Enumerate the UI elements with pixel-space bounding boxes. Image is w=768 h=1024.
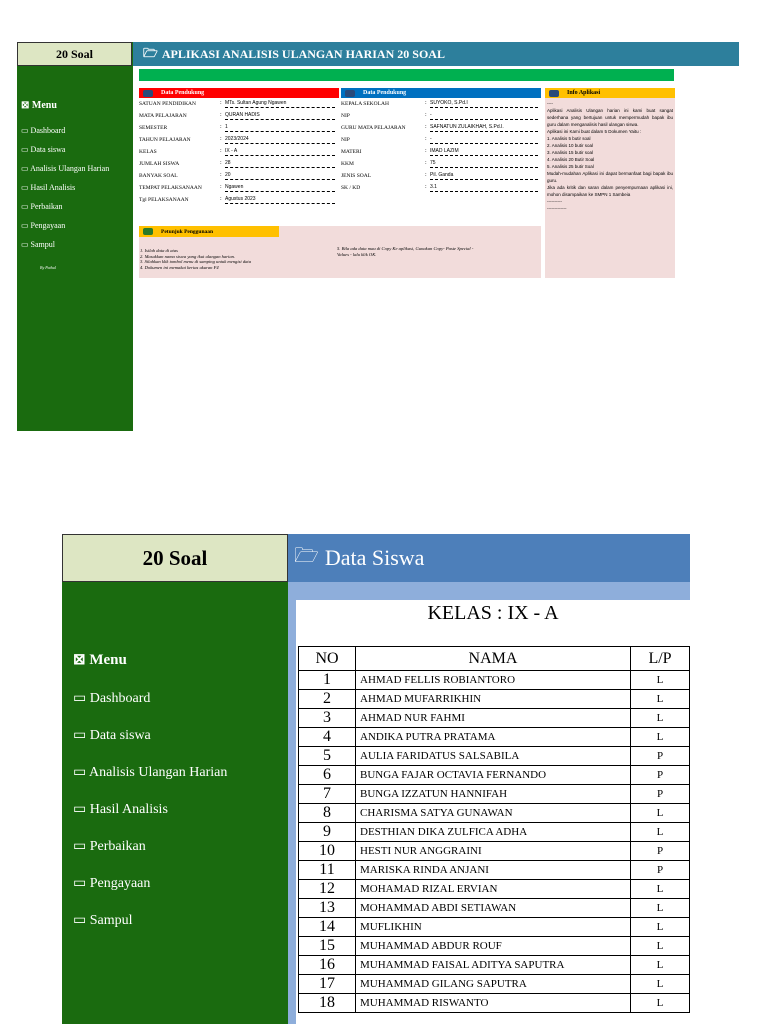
petunjuk-title: Petunjuk Penggunaan xyxy=(161,228,214,235)
row-nama[interactable]: AULIA FARIDATUS SALSABILA xyxy=(356,747,631,766)
panel-left-rows xyxy=(139,98,339,206)
table-row xyxy=(299,804,690,823)
data-row xyxy=(341,134,541,146)
top-sidebar-item-hasil-analisis[interactable]: ▭ Hasil Analisis xyxy=(21,183,76,192)
row-no: 12 xyxy=(299,880,356,899)
table-row xyxy=(299,842,690,861)
info-line: ---------- xyxy=(547,199,562,204)
data-row-label: NIP xyxy=(341,113,350,119)
data-row xyxy=(139,158,339,170)
table-row xyxy=(299,956,690,975)
petunjuk-line: Values - lalu klik OK. xyxy=(337,251,377,257)
top-header-title: APLIKASI ANALISIS ULANGAN HARIAN 20 SOAL xyxy=(161,46,445,61)
row-no: 8 xyxy=(299,804,356,823)
row-lp[interactable]: L xyxy=(631,804,690,823)
bottom-menu-heading: ⊠ Menu xyxy=(73,652,127,668)
data-row-value[interactable]: 2023/2024 xyxy=(225,136,335,144)
row-lp[interactable]: L xyxy=(631,823,690,842)
petunjuk-line: 3. Silahkan klik tombol menu di samping untuk mengisi data xyxy=(140,259,252,264)
row-lp[interactable]: L xyxy=(631,880,690,899)
header-strip xyxy=(288,582,690,600)
table-row xyxy=(299,785,690,804)
bottom-sidebar-menu xyxy=(73,650,227,948)
row-nama[interactable]: BUNGA IZZATUN HANNIFAH xyxy=(356,785,631,804)
data-row xyxy=(341,98,541,110)
row-nama[interactable]: MUHAMMAD ABDUR ROUF xyxy=(356,937,631,956)
top-menu-heading: ⊠ Menu xyxy=(21,100,57,111)
row-lp[interactable]: P xyxy=(631,747,690,766)
data-row-colon: : xyxy=(425,124,427,130)
data-pendukung-panel-mid xyxy=(341,88,541,194)
bottom-sidebar-item-dashboard[interactable]: ▭ Dashboard xyxy=(73,691,151,706)
data-row-colon: : xyxy=(425,184,427,190)
data-row-colon: : xyxy=(425,160,427,166)
row-no: 2 xyxy=(299,690,356,709)
row-no: 11 xyxy=(299,861,356,880)
col-header-lp: L/P xyxy=(631,647,690,671)
data-row-colon: : xyxy=(220,184,222,190)
data-row-colon: : xyxy=(220,196,222,202)
info-text xyxy=(545,98,675,212)
top-sidebar-item-dashboard[interactable]: ▭ Dashboard xyxy=(21,126,66,135)
top-sidebar-item-analisis[interactable]: ▭ Analisis Ulangan Harian xyxy=(21,164,110,173)
info-line: 2. Analisis 10 butir soal xyxy=(547,143,594,148)
student-table xyxy=(298,646,690,1013)
folder-icon: 🗁 xyxy=(143,45,158,60)
data-row xyxy=(139,146,339,158)
data-row-colon: : xyxy=(220,136,222,142)
data-row xyxy=(341,110,541,122)
student-table-body xyxy=(299,671,690,1013)
row-lp[interactable]: L xyxy=(631,937,690,956)
row-no: 4 xyxy=(299,728,356,747)
row-no: 18 xyxy=(299,994,356,1013)
top-sidebar-item-sampul[interactable]: ▭ Sampul xyxy=(21,240,56,249)
kelas-heading: KELAS : IX - A xyxy=(427,602,559,624)
data-row-value[interactable]: 3.1 xyxy=(430,184,538,192)
row-lp[interactable]: P xyxy=(631,842,690,861)
col-header-no: NO xyxy=(299,647,356,671)
bottom-sidebar-item-pengayaan[interactable]: ▭ Pengayaan xyxy=(73,876,151,891)
row-no: 16 xyxy=(299,956,356,975)
data-row-label: NIP xyxy=(341,137,350,143)
row-lp[interactable]: P xyxy=(631,861,690,880)
data-row-label: KKM xyxy=(341,161,354,167)
data-row-colon: : xyxy=(220,160,222,166)
table-row xyxy=(299,994,690,1013)
petunjuk-panel xyxy=(139,226,541,278)
data-row-value[interactable]: Pil. Ganda xyxy=(430,172,538,180)
row-lp[interactable]: P xyxy=(631,785,690,804)
row-no: 6 xyxy=(299,766,356,785)
panel-mid-title-bar xyxy=(341,88,541,98)
data-row-value[interactable]: Agustus 2023 xyxy=(225,196,335,204)
panel-mid-rows xyxy=(341,98,541,194)
top-sidebar-title: 20 Soal xyxy=(17,42,132,66)
row-lp[interactable]: L xyxy=(631,899,690,918)
table-row xyxy=(299,918,690,937)
data-row-label: MATERI xyxy=(341,149,362,155)
info-line: Jika ada kritik dan saran dalam penyempurnaan aplikasi ini, mohon disampaikan ke SMPN 1 Sambeia xyxy=(547,185,673,197)
petunjuk-left-list xyxy=(140,248,251,270)
data-row xyxy=(139,134,339,146)
page-margin xyxy=(288,600,296,1024)
table-row xyxy=(299,671,690,690)
bottom-sidebar-item-analisis[interactable]: ▭ Analisis Ulangan Harian xyxy=(73,765,228,780)
row-no: 17 xyxy=(299,975,356,994)
row-lp[interactable]: L xyxy=(631,690,690,709)
data-row xyxy=(341,122,541,134)
row-nama[interactable]: AHMAD MUFARRIKHIN xyxy=(356,690,631,709)
row-nama[interactable]: MARISKA RINDA ANJANI xyxy=(356,861,631,880)
data-row-value[interactable]: 28 xyxy=(225,160,335,168)
table-row xyxy=(299,747,690,766)
data-row-label: KELAS xyxy=(139,149,157,155)
data-row-label: Tgl PELAKSANAAN xyxy=(139,197,189,203)
data-row xyxy=(139,194,339,206)
table-row xyxy=(299,861,690,880)
top-sidebar-item-data-siswa[interactable]: ▭ Data siswa xyxy=(21,145,66,154)
data-row-label: KEPALA SEKOLAH xyxy=(341,101,389,107)
info-line: ------------- xyxy=(547,206,567,211)
bottom-sidebar-item-sampul[interactable]: ▭ Sampul xyxy=(73,913,133,928)
row-no: 10 xyxy=(299,842,356,861)
panel-left-title: Data Pendukung xyxy=(161,90,205,96)
data-row xyxy=(139,122,339,134)
data-row xyxy=(341,182,541,194)
data-row-label: SK / KD xyxy=(341,185,361,191)
bottom-header xyxy=(288,534,690,582)
row-no: 15 xyxy=(299,937,356,956)
row-lp[interactable]: L xyxy=(631,975,690,994)
data-icon xyxy=(143,90,153,97)
data-row-colon: : xyxy=(425,100,427,106)
table-header-row xyxy=(299,647,690,671)
data-row-colon: : xyxy=(220,100,222,106)
row-nama[interactable]: MUHAMMAD RISWANTO xyxy=(356,994,631,1013)
data-row xyxy=(341,170,541,182)
data-row-value[interactable]: IMAD LAZIM xyxy=(430,148,538,156)
info-title-bar xyxy=(545,88,675,98)
row-lp[interactable]: L xyxy=(631,728,690,747)
row-lp[interactable]: L xyxy=(631,956,690,975)
row-nama[interactable]: HESTI NUR ANGGRAINI xyxy=(356,842,631,861)
top-header xyxy=(133,42,739,66)
info-line: Aplikasi Analisis Ulangan harian ini kami buat sangat sederhana yang bertujuan untuk mempermudah bapak ibu guru dalam menganalisis hasil ulangan siswa. xyxy=(547,108,673,127)
data-row-value[interactable]: Ngawen xyxy=(225,184,335,192)
data-row-value[interactable]: 20 xyxy=(225,172,335,180)
row-lp[interactable]: L xyxy=(631,994,690,1013)
info-icon xyxy=(549,90,559,97)
data-row-value[interactable]: - xyxy=(430,112,538,120)
data-row-colon: : xyxy=(220,148,222,154)
info-line: 4. Analisis 20 Butir Soal xyxy=(547,157,595,162)
table-row xyxy=(299,728,690,747)
bottom-sidebar-title: 20 Soal xyxy=(62,534,288,582)
col-header-nama: NAMA xyxy=(356,647,631,671)
author-credit: By Pathul xyxy=(40,265,56,270)
bottom-sidebar-item-data-siswa[interactable]: ▭ Data siswa xyxy=(73,728,151,743)
row-no: 5 xyxy=(299,747,356,766)
data-row-label: TAHUN PELAJARAN xyxy=(139,137,191,143)
row-nama[interactable]: MUHAMMAD FAISAL ADITYA SAPUTRA xyxy=(356,956,631,975)
data-row-value[interactable]: 75 xyxy=(430,160,538,168)
row-nama[interactable]: MUFLIKHIN xyxy=(356,918,631,937)
data-row xyxy=(139,182,339,194)
row-nama[interactable]: AHMAD FELLIS ROBIANTORO xyxy=(356,671,631,690)
green-banner xyxy=(139,69,674,81)
info-aplikasi-panel xyxy=(545,88,675,278)
info-line: 5. Analisis 25 butir Soal xyxy=(547,164,594,169)
row-nama[interactable]: MUHAMMAD GILANG SAPUTRA xyxy=(356,975,631,994)
info-line: 3. Analisis 15 butir soal xyxy=(547,150,594,155)
data-row xyxy=(341,158,541,170)
row-lp[interactable]: L xyxy=(631,671,690,690)
top-sidebar-menu xyxy=(21,100,109,254)
row-no: 7 xyxy=(299,785,356,804)
top-sidebar-item-perbaikan[interactable]: ▭ Perbaikan xyxy=(21,202,63,211)
row-no: 13 xyxy=(299,899,356,918)
data-row-label: JENIS SOAL xyxy=(341,173,372,179)
petunjuk-line: 2. Masukkan nama siswa yang ikut ulangan harian. xyxy=(140,253,236,259)
table-row xyxy=(299,766,690,785)
table-row xyxy=(299,937,690,956)
data-row-value[interactable]: MTs. Sultan Agung Ngawen xyxy=(225,100,335,108)
table-row xyxy=(299,899,690,918)
petunjuk-line: 4. Dokumen ini memakai kertas ukuran F4 xyxy=(140,264,219,270)
data-row-value[interactable]: SUYOKO, S.Pd.I xyxy=(430,100,538,108)
row-no: 14 xyxy=(299,918,356,937)
info-line: ---- xyxy=(547,101,553,106)
panel-mid-title: Data Pendukung xyxy=(363,90,407,96)
bottom-sidebar-item-perbaikan[interactable]: ▭ Perbaikan xyxy=(73,839,146,854)
data-pendukung-panel-left xyxy=(139,88,339,206)
petunjuk-right-list xyxy=(337,246,473,257)
petunjuk-line: 5. Bila ada data mau di Copy Ke aplikasi, Gunakan Copy- Paste Special - xyxy=(337,246,474,251)
data-row-label: SEMESTER xyxy=(139,125,168,131)
data-row-value[interactable]: - xyxy=(430,136,538,144)
row-no: 3 xyxy=(299,709,356,728)
table-row xyxy=(299,880,690,899)
data-icon xyxy=(345,90,355,97)
data-row xyxy=(139,170,339,182)
data-row-colon: : xyxy=(425,172,427,178)
data-row-colon: : xyxy=(425,148,427,154)
info-line: Aplikasi ini Kami buat dalam 5 Dokumen Yaitu : xyxy=(547,129,642,134)
bottom-header-title: Data Siswa xyxy=(324,545,425,570)
data-row-value[interactable]: SAFNATUN ZULAIKHAH, S.Pd.I. xyxy=(430,124,538,132)
info-title: Info Aplikasi xyxy=(567,90,601,96)
data-row-value[interactable]: QURAN HADIS xyxy=(225,112,335,120)
folder-icon: 🗁 xyxy=(294,545,319,567)
row-nama[interactable]: CHARISMA SATYA GUNAWAN xyxy=(356,804,631,823)
data-row-colon: : xyxy=(425,136,427,142)
row-no: 9 xyxy=(299,823,356,842)
table-row xyxy=(299,690,690,709)
data-row-colon: : xyxy=(220,172,222,178)
data-row-label: TEMPAT PELAKSANAAN xyxy=(139,185,202,191)
data-row-value[interactable]: 1 xyxy=(225,124,335,132)
petunjuk-title-bar xyxy=(139,226,279,237)
row-lp[interactable]: L xyxy=(631,709,690,728)
data-row-colon: : xyxy=(220,112,222,118)
data-row xyxy=(341,146,541,158)
row-lp[interactable]: L xyxy=(631,918,690,937)
top-sidebar-item-pengayaan[interactable]: ▭ Pengayaan xyxy=(21,221,66,230)
data-row-label: GURU MATA PELAJARAN xyxy=(341,125,406,131)
data-row xyxy=(139,110,339,122)
data-row xyxy=(139,98,339,110)
info-line: 1. Analisis 5 butir soal xyxy=(547,136,591,141)
row-nama[interactable]: BUNGA FAJAR OCTAVIA FERNANDO xyxy=(356,766,631,785)
data-row-label: BANYAK SOAL xyxy=(139,173,178,179)
bottom-sidebar-item-hasil-analisis[interactable]: ▭ Hasil Analisis xyxy=(73,802,168,817)
row-nama[interactable]: MOHAMMAD ABDI SETIAWAN xyxy=(356,899,631,918)
data-row-colon: : xyxy=(425,112,427,118)
row-lp[interactable]: P xyxy=(631,766,690,785)
guide-icon xyxy=(143,228,153,235)
row-nama[interactable]: AHMAD NUR FAHMI xyxy=(356,709,631,728)
data-row-label: MATA PELAJARAN xyxy=(139,113,187,119)
row-no: 1 xyxy=(299,671,356,690)
panel-left-title-bar xyxy=(139,88,339,98)
table-row xyxy=(299,975,690,994)
row-nama[interactable]: ANDIKA PUTRA PRATAMA xyxy=(356,728,631,747)
table-row xyxy=(299,823,690,842)
row-nama[interactable]: DESTHIAN DIKA ZULFICA ADHA xyxy=(356,823,631,842)
data-row-colon: : xyxy=(220,124,222,130)
info-line: Mudah-mudahan Aplikasi ini dapat bermanfaat bagi bapak ibu guru. xyxy=(547,171,673,183)
table-row xyxy=(299,709,690,728)
data-row-label: JUMLAH SISWA xyxy=(139,161,180,167)
row-nama[interactable]: MOHAMAD RIZAL ERVIAN xyxy=(356,880,631,899)
data-row-value[interactable]: IX - A xyxy=(225,148,335,156)
petunjuk-line: 1. Isilah data di atas xyxy=(140,248,178,253)
data-row-label: SATUAN PENDIDIKAN xyxy=(139,101,196,107)
